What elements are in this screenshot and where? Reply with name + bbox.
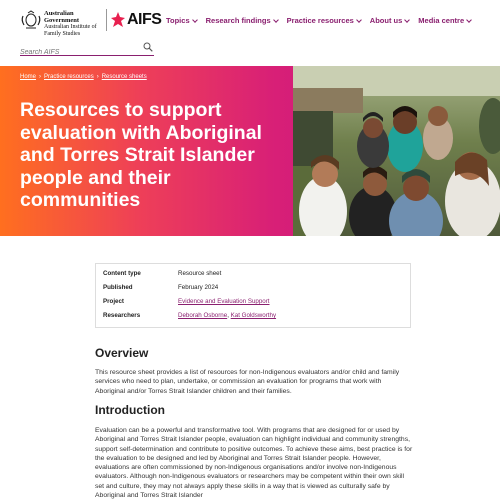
meta-value bbox=[178, 312, 276, 319]
hero-banner bbox=[0, 66, 500, 236]
search-icon[interactable] bbox=[143, 42, 153, 52]
meta-label: Project bbox=[103, 298, 124, 305]
nav-practice-resources[interactable] bbox=[287, 16, 361, 25]
aifs-logo[interactable] bbox=[111, 11, 161, 29]
breadcrumb-practice-resources[interactable]: Practice resources bbox=[44, 74, 94, 80]
chevron-down-icon bbox=[356, 17, 362, 23]
page-title: Resources to support evaluation with Aboriginal and Torres Strait Islander people and their communities bbox=[20, 99, 262, 211]
gov-line-3: Family Studies bbox=[44, 31, 81, 37]
meta-label: Published bbox=[103, 284, 133, 291]
nav-label: Practice resources bbox=[286, 16, 354, 25]
introduction-heading: Introduction bbox=[95, 403, 165, 417]
nav-label: Topics bbox=[166, 16, 190, 25]
meta-value bbox=[178, 298, 270, 305]
nav-label: Research findings bbox=[205, 16, 271, 25]
gov-line-1: Australian Government bbox=[44, 10, 80, 24]
researcher-link[interactable]: Kat Goldsworthy bbox=[230, 312, 277, 319]
meta-label: Content type bbox=[103, 270, 141, 277]
breadcrumb-separator: › bbox=[96, 74, 99, 80]
breadcrumb bbox=[20, 74, 147, 80]
chevron-down-icon bbox=[404, 17, 410, 23]
aifs-star-icon bbox=[111, 12, 125, 28]
meta-value: February 2024 bbox=[178, 284, 219, 291]
introduction-paragraph: Evaluation can be a powerful and transformative tool. With programs that are designed for or used by Aboriginal and Torres Strait Islander people, evaluation can highlight individual and community strengths, support self-determination and contribute to positive outcomes. To achieve these aims, best practice is for the evaluation to be designed and led by Aboriginal and Torres Strait Islander people. However, evaluations are often commissioned by non-Indigenous organisations and/or involve non-Indigenous evaluators. Although non-Indigenous evaluators or researchers may be competent within their own skill set and culture, they may not always apply these skills in a way that is viewed as culturally safe by Aboriginal and Torres Strait Islander bbox=[95, 427, 413, 500]
meta-row-published bbox=[103, 284, 218, 291]
meta-row-researchers bbox=[103, 312, 276, 319]
nav-topics[interactable] bbox=[166, 16, 197, 25]
search-input[interactable] bbox=[20, 46, 135, 60]
hero-group-photo bbox=[293, 66, 500, 236]
meta-row-content-type bbox=[103, 270, 221, 277]
overview-heading: Overview bbox=[95, 346, 149, 360]
meta-row-project bbox=[103, 298, 270, 305]
meta-value: Resource sheet bbox=[178, 270, 222, 277]
logo-divider bbox=[106, 9, 107, 31]
chevron-down-icon bbox=[273, 17, 279, 23]
overview-paragraph: This resource sheet provides a list of resources for non-Indigenous evaluators and/or child and family services who need to plan, undertake, or commission an evaluation for programs that work with Aboriginal and/or Torres Strait Islander children and their families. bbox=[95, 369, 400, 395]
nav-research-findings[interactable] bbox=[206, 16, 278, 25]
gov-logo-text bbox=[44, 10, 106, 38]
resource-metadata bbox=[95, 263, 411, 328]
project-link[interactable]: Evidence and Evaluation Support bbox=[178, 298, 270, 305]
site-header bbox=[0, 0, 500, 66]
meta-label: Researchers bbox=[103, 312, 141, 319]
breadcrumb-separator: › bbox=[39, 74, 42, 80]
gov-line-2: Australian Institute of bbox=[44, 24, 97, 30]
aifs-wordmark: AIFS bbox=[127, 11, 162, 28]
researcher-separator: , bbox=[227, 312, 231, 319]
researcher-link[interactable]: Deborah Osborne bbox=[178, 312, 228, 319]
nav-label: About us bbox=[369, 16, 403, 25]
chevron-down-icon bbox=[466, 17, 472, 23]
nav-label: Media centre bbox=[418, 16, 465, 25]
breadcrumb-resource-sheets[interactable]: Resource sheets bbox=[101, 74, 147, 80]
search-bar bbox=[20, 41, 154, 56]
breadcrumb-home[interactable]: Home bbox=[20, 74, 37, 80]
main-nav bbox=[166, 16, 480, 25]
nav-about-us[interactable] bbox=[370, 16, 410, 25]
nav-media-centre[interactable] bbox=[418, 16, 471, 25]
australian-government-logo[interactable] bbox=[20, 8, 106, 38]
coat-of-arms-icon bbox=[20, 10, 42, 30]
chevron-down-icon bbox=[192, 17, 198, 23]
